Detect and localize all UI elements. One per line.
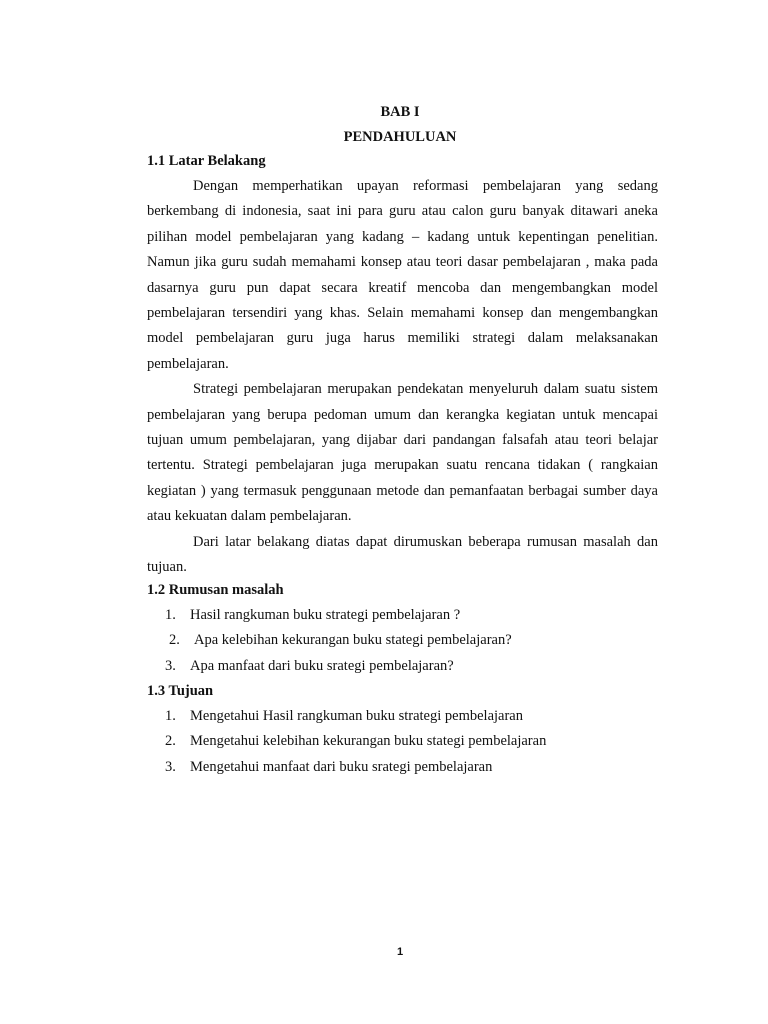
list-item-number: 3.	[165, 657, 176, 674]
list-item-text: Mengetahui manfaat dari buku srategi pembelajaran	[190, 758, 493, 775]
chapter-title: PENDAHULUAN	[343, 129, 457, 145]
list-item-text: Mengetahui kelebihan kekurangan buku stategi pembelajaran	[190, 733, 547, 750]
list-item	[165, 704, 546, 729]
section-heading-tujuan: 1.3 Tujuan	[147, 683, 214, 699]
list-item	[165, 755, 546, 780]
latar-belakang-body	[147, 174, 658, 581]
paragraph: Dari latar belakang diatas dapat dirumuskan beberapa rumusan masalah dan tujuan.	[147, 533, 658, 576]
list-item-text: Mengetahui Hasil rangkuman buku strategi pembelajaran	[190, 708, 523, 724]
section-heading-rumusan-masalah: 1.2 Rumusan masalah	[147, 582, 284, 598]
list-item-text: Apa manfaat dari buku srategi pembelajaran?	[190, 657, 454, 674]
list-item	[165, 654, 512, 679]
rumusan-masalah-list	[165, 603, 512, 679]
list-item	[165, 628, 512, 653]
page-number: 1	[396, 946, 404, 958]
tujuan-list	[165, 704, 546, 780]
paragraph: Strategi pembelajaran merupakan pendekatan menyeluruh dalam suatu sistem pembelajaran yang berupa pedoman umum dan kerangka kegiatan untuk mencapai tujuan umum pembelajaran, yang dijabar dari pandangan falsafah atau teori belajar tertentu. Strategi pembelajaran juga merupakan suatu rencana tidakan ( rangkaian kegiatan ) yang termasuk penggunaan metode dan pemanfaatan berbagai sumber daya atau kekuatan dalam pembelajaran.	[147, 381, 658, 525]
chapter-label: BAB I	[380, 104, 420, 120]
list-item-text: Hasil rangkuman buku strategi pembelajaran ?	[190, 607, 461, 623]
list-item	[165, 729, 546, 754]
list-item-text: Apa kelebihan kekurangan buku stategi pembelajaran?	[194, 632, 512, 649]
list-item-number: 1.	[165, 607, 176, 623]
list-item-number: 1.	[165, 708, 176, 724]
list-item-number: 2.	[165, 733, 176, 750]
paragraph: Dengan memperhatikan upayan reformasi pembelajaran yang sedang berkembang di indonesia, saat ini para guru atau calon guru banyak ditawari aneka pilihan model pembelajaran yang kadang – kadang untuk kepentingan penelitian. Namun jika guru sudah memahami konsep atau teori dasar pembelajaran , maka pada dasarnya guru pun dapat secara kreatif mencoba dan mengembangkan model pembelajaran tersendiri yang khas. Selain memahami konsep dan mengembangkan model pembelajaran guru juga harus memiliki strategi dalam melaksanakan pembelajaran.	[147, 178, 658, 372]
list-item-number: 2.	[169, 632, 180, 649]
list-item-number: 3.	[165, 758, 176, 775]
section-heading-latar-belakang: 1.1 Latar Belakang	[147, 153, 266, 169]
list-item	[165, 603, 512, 628]
